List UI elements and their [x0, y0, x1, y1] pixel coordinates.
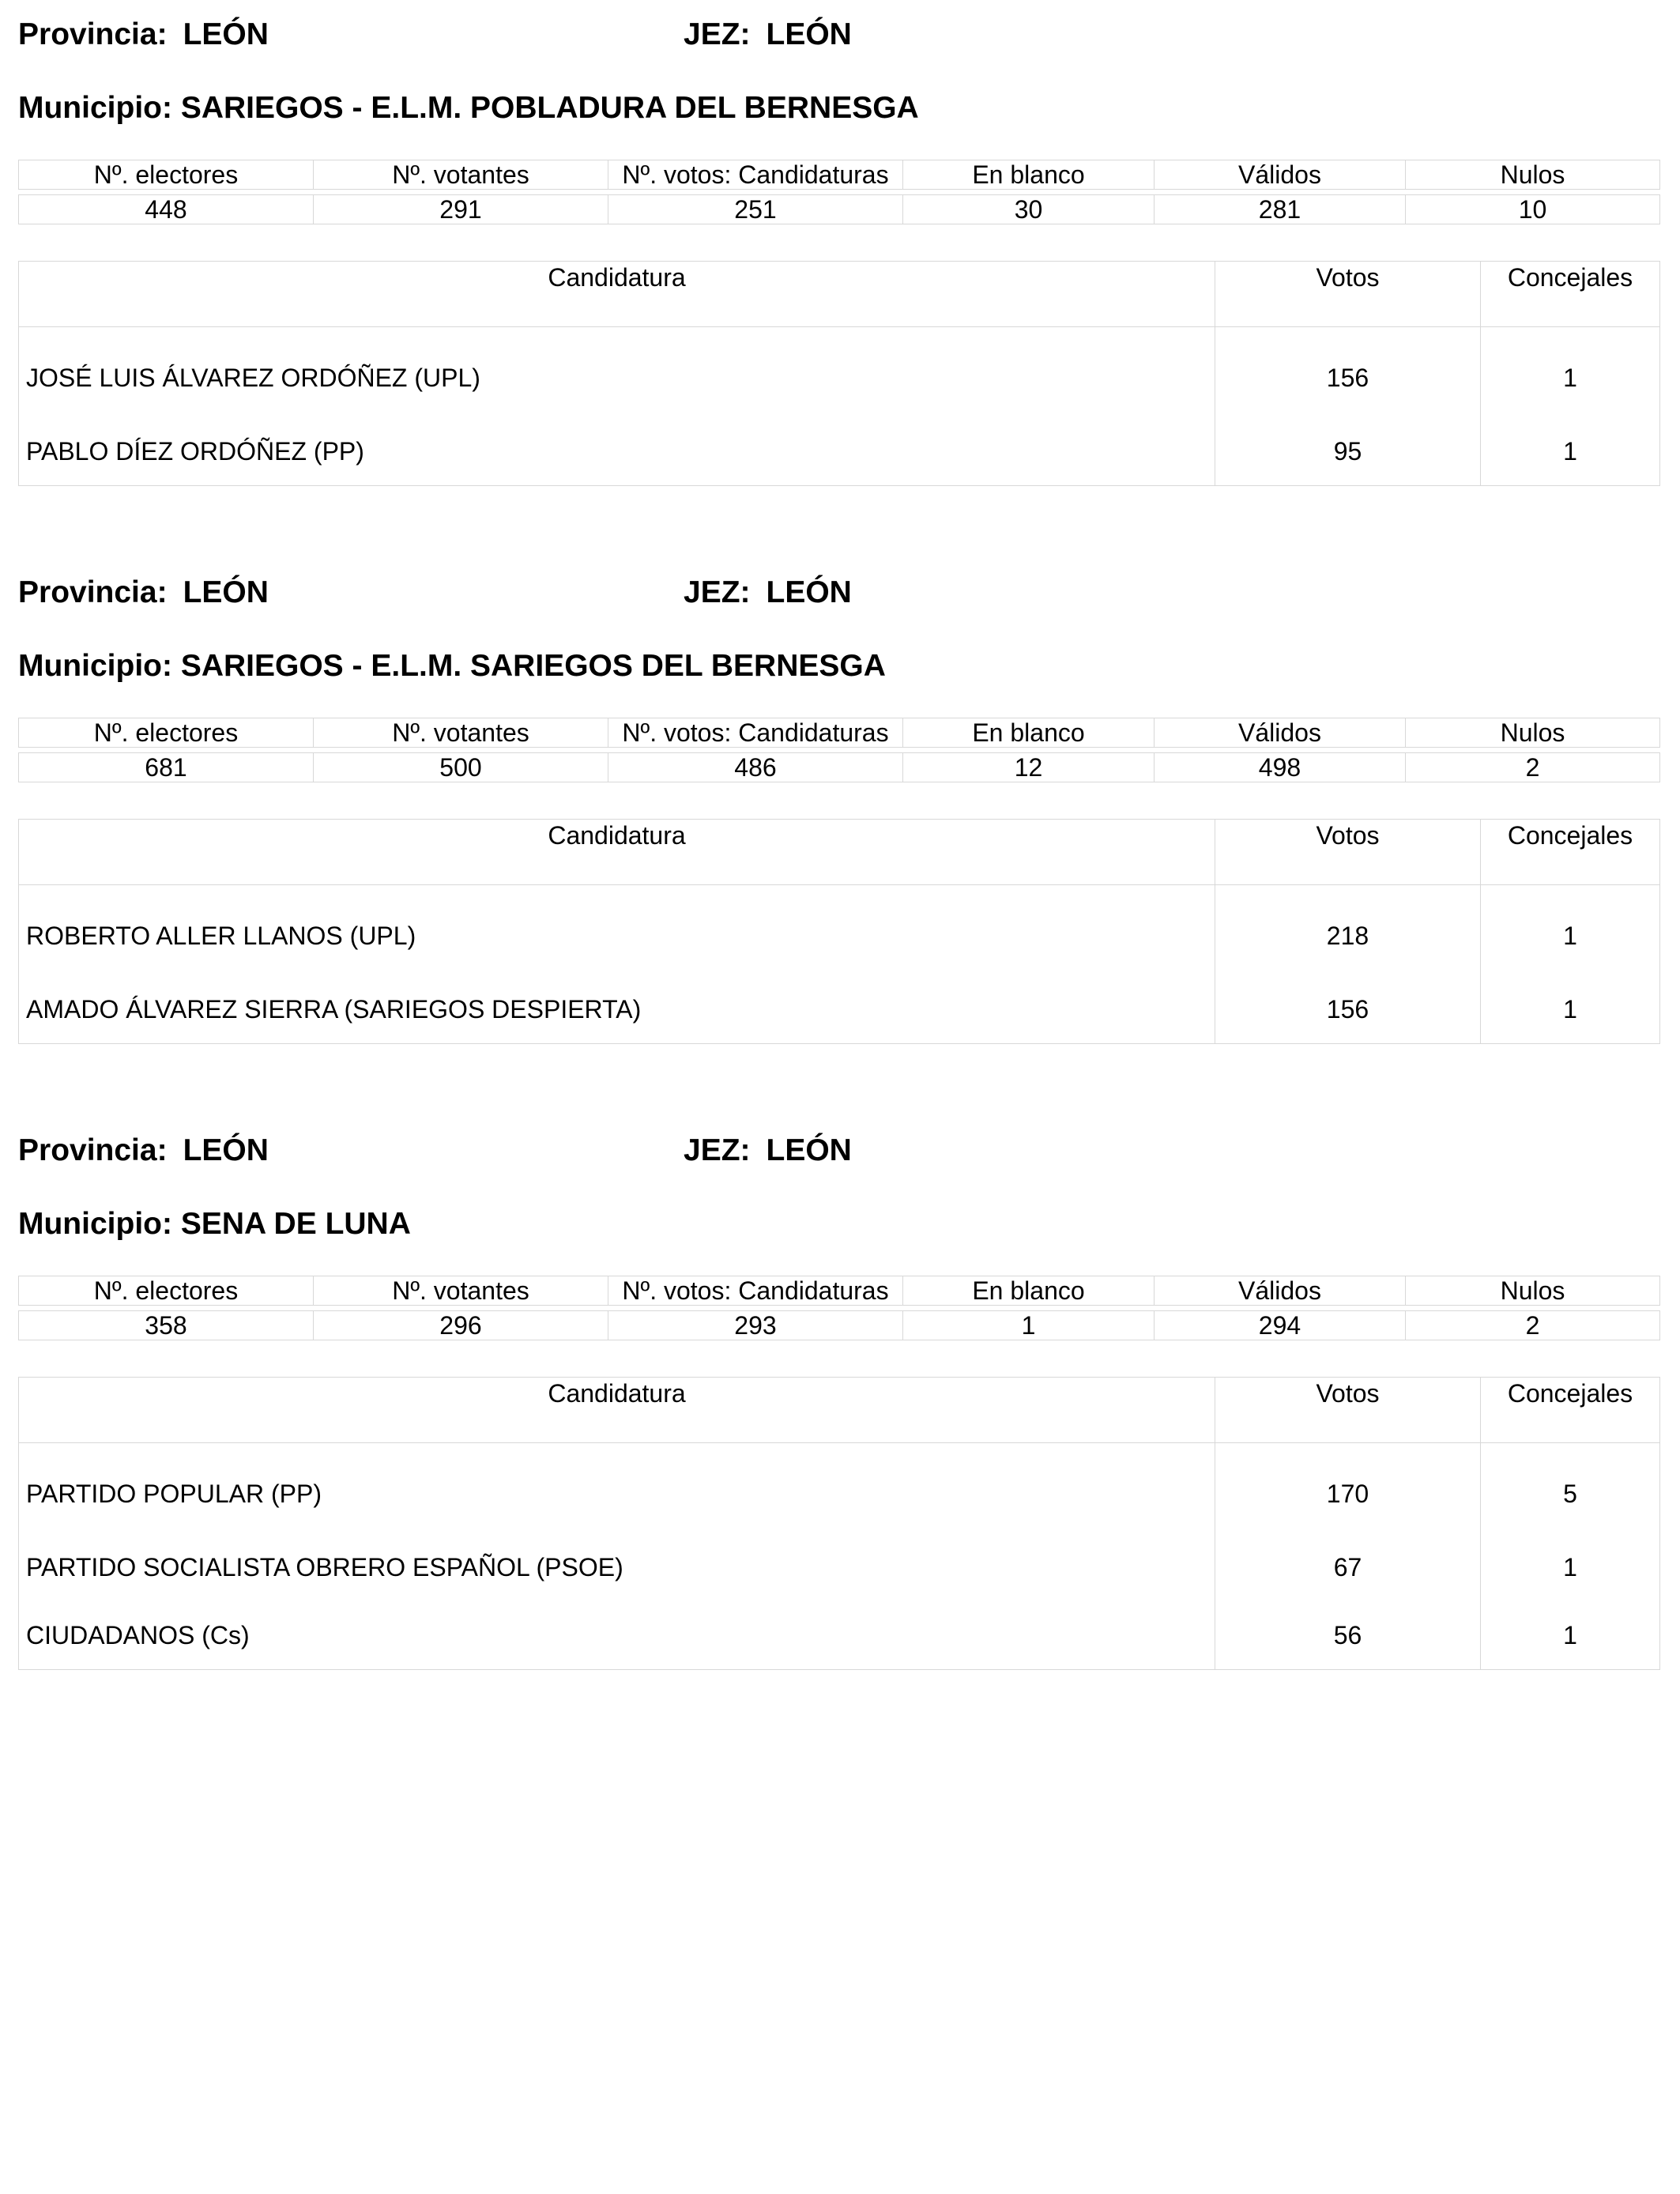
candidate-row [19, 1533, 1660, 1601]
candidatures-header-row [19, 262, 1660, 327]
municipio-value: SARIEGOS - E.L.M. SARIEGOS DEL BERNESGA [180, 649, 886, 683]
en-blanco-header: En blanco [903, 1276, 1155, 1306]
summary-table [18, 1276, 1660, 1340]
votos-cand-header: Nº. votos: Candidaturas [608, 160, 903, 190]
block-header [18, 1133, 1659, 1173]
provincia-field [18, 17, 269, 52]
candidatura-header: Candidatura [19, 820, 1215, 885]
nulos-header: Nulos [1406, 1276, 1660, 1306]
candidate-votos: 170 [1215, 1443, 1481, 1534]
nulos-header: Nulos [1406, 718, 1660, 748]
municipio-value: SENA DE LUNA [180, 1207, 411, 1241]
validos-header: Válidos [1155, 1276, 1406, 1306]
municipio-title [18, 1207, 411, 1242]
provincia-value: LEÓN [183, 575, 269, 609]
jez-field [684, 575, 852, 610]
candidate-concejales: 1 [1481, 327, 1660, 418]
jez-label: JEZ: [684, 575, 751, 609]
concejales-header: Concejales [1481, 820, 1660, 885]
jez-value: LEÓN [766, 1133, 852, 1167]
concejales-header: Concejales [1481, 262, 1660, 327]
candidate-row [19, 885, 1660, 976]
summary-value-row [19, 1311, 1660, 1340]
candidate-votos: 218 [1215, 885, 1481, 976]
summary-header-row [19, 718, 1660, 748]
candidatures-table [18, 261, 1660, 486]
votos-header: Votos [1215, 1378, 1481, 1443]
candidate-concejales: 1 [1481, 1601, 1660, 1670]
en-blanco-value: 30 [903, 195, 1155, 224]
candidate-name: AMADO ÁLVAREZ SIERRA (SARIEGOS DESPIERTA) [19, 975, 1215, 1044]
candidatura-header: Candidatura [19, 262, 1215, 327]
candidate-name: ROBERTO ALLER LLANOS (UPL) [19, 885, 1215, 976]
nulos-value: 10 [1406, 195, 1660, 224]
provincia-value: LEÓN [183, 1133, 269, 1167]
electores-value: 681 [19, 753, 314, 782]
municipio-title [18, 649, 886, 684]
candidatures-header-row [19, 820, 1660, 885]
validos-value: 294 [1155, 1311, 1406, 1340]
candidate-row [19, 975, 1660, 1044]
votos-cand-header: Nº. votos: Candidaturas [608, 718, 903, 748]
municipio-label: Municipio: [18, 1207, 172, 1241]
provincia-label: Provincia: [18, 1133, 168, 1167]
municipio-title [18, 91, 919, 126]
candidate-row [19, 327, 1660, 418]
provincia-value: LEÓN [183, 17, 269, 51]
candidate-name: PABLO DÍEZ ORDÓÑEZ (PP) [19, 417, 1215, 486]
provincia-field [18, 1133, 269, 1168]
votantes-header: Nº. votantes [314, 1276, 608, 1306]
municipio-value: SARIEGOS - E.L.M. POBLADURA DEL BERNESGA [180, 91, 919, 125]
validos-value: 281 [1155, 195, 1406, 224]
nulos-value: 2 [1406, 753, 1660, 782]
candidate-concejales: 1 [1481, 417, 1660, 486]
jez-field [684, 17, 852, 52]
candidate-votos: 95 [1215, 417, 1481, 486]
votantes-value: 296 [314, 1311, 608, 1340]
votos-cand-value: 293 [608, 1311, 903, 1340]
provincia-field [18, 575, 269, 610]
votantes-header: Nº. votantes [314, 160, 608, 190]
summary-value-row [19, 753, 1660, 782]
votos-cand-header: Nº. votos: Candidaturas [608, 1276, 903, 1306]
candidate-concejales: 1 [1481, 1533, 1660, 1601]
summary-table [18, 160, 1660, 224]
municipio-label: Municipio: [18, 649, 172, 683]
candidate-name: PARTIDO SOCIALISTA OBRERO ESPAÑOL (PSOE) [19, 1533, 1215, 1601]
summary-table [18, 718, 1660, 782]
votantes-value: 291 [314, 195, 608, 224]
provincia-label: Provincia: [18, 17, 168, 51]
candidate-row [19, 1601, 1660, 1670]
candidate-row [19, 1443, 1660, 1534]
en-blanco-value: 1 [903, 1311, 1155, 1340]
summary-value-row [19, 195, 1660, 224]
candidate-votos: 156 [1215, 327, 1481, 418]
candidate-votos: 156 [1215, 975, 1481, 1044]
candidate-votos: 67 [1215, 1533, 1481, 1601]
electores-header: Nº. electores [19, 1276, 314, 1306]
candidate-name: CIUDADANOS (Cs) [19, 1601, 1215, 1670]
candidate-concejales: 5 [1481, 1443, 1660, 1534]
concejales-header: Concejales [1481, 1378, 1660, 1443]
jez-field [684, 1133, 852, 1168]
validos-header: Válidos [1155, 160, 1406, 190]
jez-value: LEÓN [766, 17, 852, 51]
nulos-value: 2 [1406, 1311, 1660, 1340]
candidate-concejales: 1 [1481, 885, 1660, 976]
summary-header-row [19, 160, 1660, 190]
candidatures-table [18, 1377, 1660, 1670]
electores-header: Nº. electores [19, 718, 314, 748]
electores-value: 358 [19, 1311, 314, 1340]
candidatures-header-row [19, 1378, 1660, 1443]
candidatura-header: Candidatura [19, 1378, 1215, 1443]
votos-cand-value: 251 [608, 195, 903, 224]
jez-label: JEZ: [684, 1133, 751, 1167]
votos-cand-value: 486 [608, 753, 903, 782]
block-header [18, 575, 1659, 615]
municipio-label: Municipio: [18, 91, 172, 125]
provincia-label: Provincia: [18, 575, 168, 609]
candidate-concejales: 1 [1481, 975, 1660, 1044]
candidate-name: PARTIDO POPULAR (PP) [19, 1443, 1215, 1534]
summary-header-row [19, 1276, 1660, 1306]
nulos-header: Nulos [1406, 160, 1660, 190]
jez-label: JEZ: [684, 17, 751, 51]
votos-header: Votos [1215, 820, 1481, 885]
en-blanco-header: En blanco [903, 718, 1155, 748]
candidate-row [19, 417, 1660, 486]
votos-header: Votos [1215, 262, 1481, 327]
candidate-votos: 56 [1215, 1601, 1481, 1670]
jez-value: LEÓN [766, 575, 852, 609]
electores-header: Nº. electores [19, 160, 314, 190]
en-blanco-value: 12 [903, 753, 1155, 782]
votantes-header: Nº. votantes [314, 718, 608, 748]
validos-value: 498 [1155, 753, 1406, 782]
en-blanco-header: En blanco [903, 160, 1155, 190]
block-header [18, 17, 1659, 57]
candidate-name: JOSÉ LUIS ÁLVAREZ ORDÓÑEZ (UPL) [19, 327, 1215, 418]
validos-header: Válidos [1155, 718, 1406, 748]
candidatures-table [18, 819, 1660, 1044]
electores-value: 448 [19, 195, 314, 224]
votantes-value: 500 [314, 753, 608, 782]
